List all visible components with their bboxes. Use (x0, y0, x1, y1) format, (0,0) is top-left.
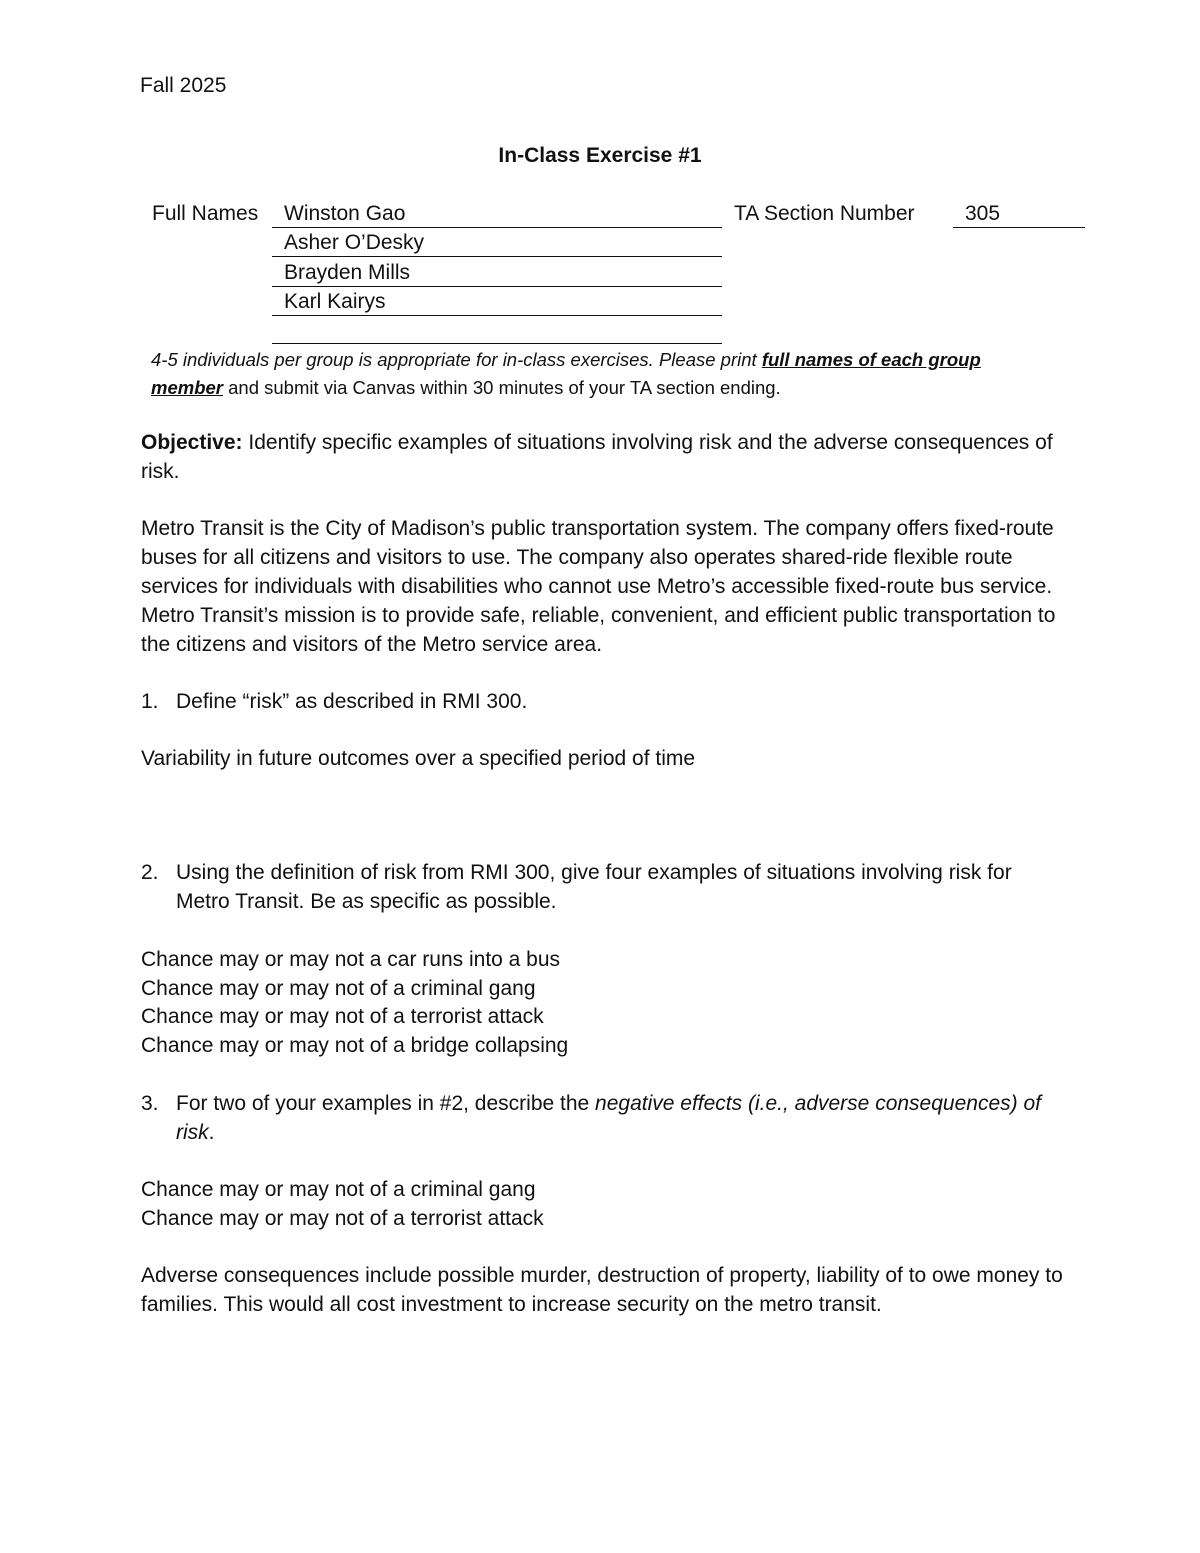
question-1 (141, 687, 1071, 716)
name-underline-3 (272, 286, 722, 287)
answer-3-line-1: Chance may or may not of a criminal gang (141, 1178, 536, 1201)
name-underline-5 (272, 343, 722, 344)
term-label: Fall 2025 (140, 74, 227, 97)
note-text-2: and submit via Canvas within 30 minutes of your TA section ending. (222, 377, 781, 398)
question-1-number: 1. (141, 690, 159, 713)
answer-3-conclusion: Adverse consequences include possible murder, destruction of property, liability of to owe money to families. This would all cost investment to increase security on the metro transit. (141, 1264, 1063, 1316)
note-emphasis: full names of each group member (151, 349, 981, 398)
page-title: In-Class Exercise #1 (498, 144, 702, 167)
question-3-number: 3. (141, 1092, 159, 1115)
name-entry-3: Brayden Mills (284, 261, 411, 284)
answer-3-line-2: Chance may or may not of a terrorist attack (141, 1206, 544, 1230)
question-2 (141, 858, 1071, 916)
answer-2-line-3: Chance may or may not of a terrorist attack (141, 1005, 544, 1028)
name-underline-2 (272, 256, 722, 257)
answer-2-line-4: Chance may or may not of a bridge collapsing (141, 1033, 569, 1057)
question-2-number: 2. (141, 861, 159, 884)
question-3-text-italic: negative effects (i.e., adverse consequences) of risk (176, 1092, 1041, 1144)
answer-1 (141, 744, 1071, 773)
ta-section-label: TA Section Number (734, 202, 915, 225)
name-underline-1 (272, 227, 722, 228)
answer-2 (141, 945, 1071, 1059)
note-text-1: 4-5 individuals per group is appropriate for in-class exercises. Please print (151, 349, 762, 370)
question-1-text: Define “risk” as described in RMI 300. (176, 690, 528, 713)
intro-paragraph: Metro Transit is the City of Madison’s public transportation system. The company offers fixed-route buses for all citizens and visitors to use. The company also operates shared-ride flexible route services for individuals with disabilities who cannot use Metro’s accessible fixed-route bus service. Metro Transit’s mission is to provide safe, reliable, convenient, and efficient public transportation to the citizens and visitors of the Metro service area. (141, 517, 1056, 656)
name-underline-4 (272, 315, 722, 316)
objective-label: Objective: (141, 431, 243, 454)
full-names-label: Full Names (152, 202, 259, 225)
answer-1-line: Variability in future outcomes over a specified period of time (141, 747, 696, 770)
answer-3 (141, 1175, 1071, 1232)
question-3-text (176, 1089, 1061, 1147)
question-3-text-2: . (208, 1121, 215, 1144)
question-3-text-1: For two of your examples in #2, describe the (176, 1092, 596, 1115)
objective-paragraph (141, 428, 1071, 486)
name-entry-4: Karl Kairys (284, 290, 386, 313)
question-2-text: Using the definition of risk from RMI 300, give four examples of situations involving risk for Metro Transit. Be as specific as possible. (176, 861, 1012, 913)
name-entry-1: Winston Gao (284, 202, 406, 225)
answer-2-line-2: Chance may or may not of a criminal gang (141, 976, 536, 1000)
submission-note (151, 346, 1051, 402)
answer-2-line-1: Chance may or may not a car runs into a bus (141, 948, 561, 971)
name-entry-2: Asher O’Desky (284, 231, 425, 254)
ta-section-value: 305 (965, 202, 1001, 225)
ta-section-underline (953, 227, 1085, 228)
question-3 (141, 1089, 1071, 1147)
objective-text: Identify specific examples of situations involving risk and the adverse consequences of risk. (141, 431, 1053, 483)
